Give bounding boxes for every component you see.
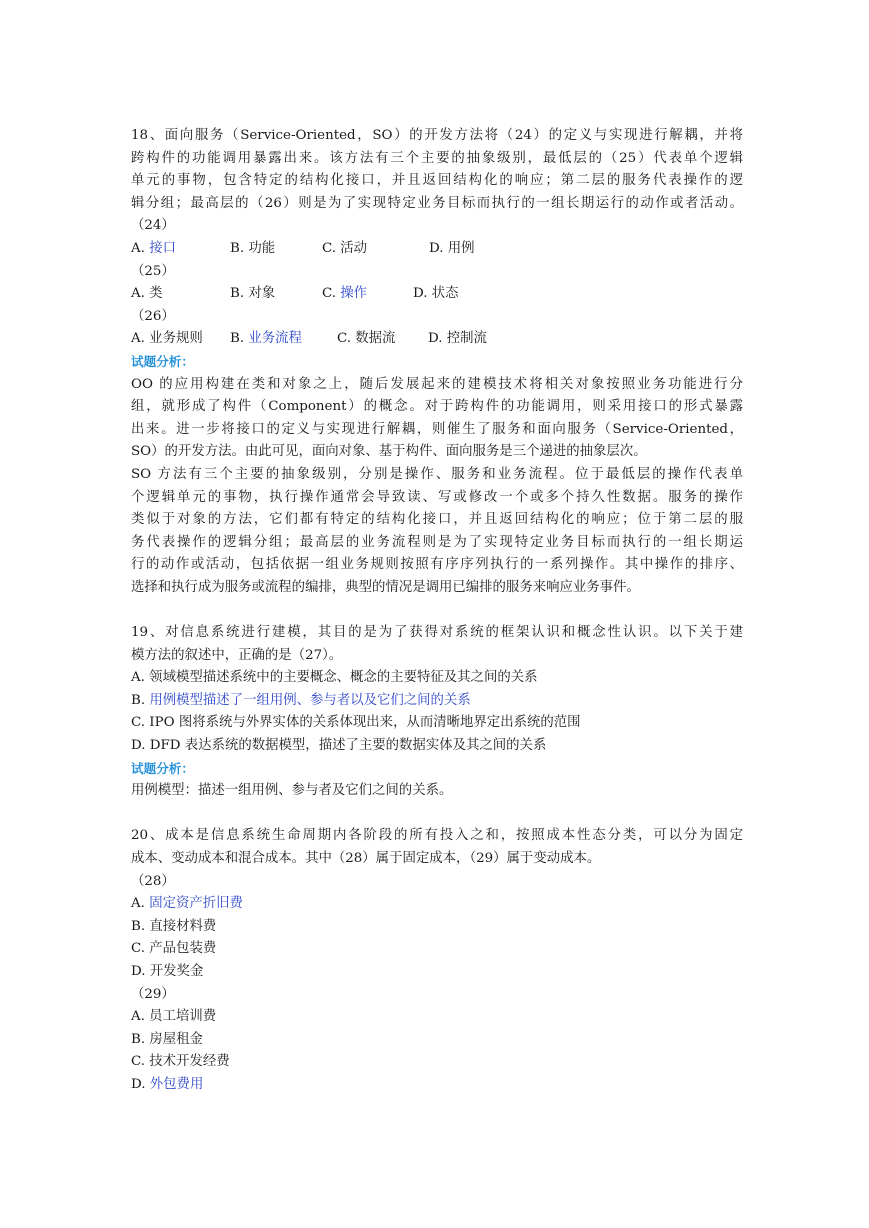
option-b: B. 对象 [230, 286, 276, 302]
analysis-line: 个逻辑单元的事物，执行操作通常会导致读、写或修改一个或多个持久性数据。服务的操作 [131, 489, 743, 505]
analysis-line: 组，就形成了构件（Component）的概念。对于跨构件的功能调用，则采用接口的形式暴露 [131, 399, 743, 415]
question-stem-line: 模方法的叙述中，正确的是（27）。 [131, 647, 343, 663]
option-a: A. 固定资产折旧费 [131, 896, 243, 912]
question-stem-line: 辑分组；最高层的（26）则是为了实现特定业务目标而执行的一组长期运行的动作或者活动。 [131, 195, 743, 211]
analysis-line: 务代表操作的逻辑分组；最高层的业务流程则是为了实现特定业务目标而执行的一组长期运 [131, 534, 743, 550]
analysis-line: 行的动作或活动，包括依据一组业务规则按照有序序列执行的一系列操作。其中操作的排序、 [131, 557, 743, 573]
option-b: B. 用例模型描述了一组用例、参与者以及它们之间的关系 [131, 692, 471, 708]
option-b: B. 房屋租金 [131, 1031, 203, 1047]
option-a: A. 接口 [131, 240, 176, 256]
blank-label-26: （26） [131, 308, 175, 324]
question-19 [131, 622, 743, 803]
options-24 [131, 238, 743, 261]
question-stem-line: 成本、变动成本和混合成本。其中（28）属于固定成本，（29）属于变动成本。 [131, 851, 601, 866]
question-stem-line: 18、面向服务（Service-Oriented，SO）的开发方法将（24）的定义与实现进行解耦，并将 [131, 128, 743, 143]
analysis-line: OO 的应用构建在类和对象之上，随后发展起来的建模技术将相关对象按照业务功能进行分 [131, 376, 743, 392]
answer-highlight: 用例模型描述了一组用例、参与者以及它们之间的关系 [149, 692, 471, 708]
blank-label-28: （28） [131, 873, 175, 889]
option-a: A. 员工培训费 [131, 1009, 217, 1025]
analysis-heading: 试题分析： [131, 760, 194, 776]
answer-highlight: 业务流程 [248, 331, 302, 347]
document-page [131, 125, 743, 1097]
option-a: A. 类 [131, 286, 163, 302]
option-c: C. 技术开发经费 [131, 1054, 230, 1070]
answer-highlight: 外包费用 [149, 1076, 204, 1092]
analysis-line: 出来。进一步将接口的定义与实现进行解耦，则催生了服务和面向服务（Service-Oriented， [131, 421, 743, 437]
question-stem-line: 单元的事物，包含特定的结构化接口，并且返回结构化的响应；第二层的服务代表操作的逻 [131, 173, 743, 189]
option-a: A. 领域模型描述系统中的主要概念、概念的主要特征及其之间的关系 [131, 670, 538, 686]
option-c: C. IPO 图将系统与外界实体的关系体现出来，从而清晰地界定出系统的范围 [131, 715, 581, 731]
analysis-line: SO 方法有三个主要的抽象级别，分别是操作、服务和业务流程。位于最低层的操作代表单 [131, 466, 743, 482]
option-c: C. 产品包装费 [131, 941, 217, 957]
spacer [131, 599, 743, 622]
analysis-line: SO）的开发方法。由此可见，面向对象、基于构件、面向服务是三个递进的抽象层次。 [131, 444, 647, 460]
option-b: B. 直接材料费 [131, 918, 217, 934]
blank-label-25: （25） [131, 263, 175, 279]
option-d: D. 用例 [429, 240, 475, 256]
option-c: C. 操作 [322, 286, 368, 302]
question-stem-line: 跨构件的功能调用暴露出来。该方法有三个主要的抽象级别，最低层的（25）代表单个逻辑 [131, 150, 743, 166]
option-b: B. 功能 [230, 240, 276, 256]
option-d: D. 外包费用 [131, 1076, 204, 1092]
option-a: A. 业务规则 [131, 331, 203, 347]
option-c: C. 数据流 [337, 331, 396, 347]
option-d: D. 状态 [413, 286, 459, 302]
spacer [131, 803, 743, 826]
answer-highlight: 操作 [340, 286, 368, 302]
analysis-line: 用例模型：描述一组用例、参与者及它们之间的关系。 [131, 783, 453, 799]
options-26 [131, 328, 743, 351]
blank-label-24: （24） [131, 218, 175, 234]
option-d: D. DFD 表达系统的数据模型，描述了主要的数据实体及其之间的关系 [131, 738, 547, 754]
option-d: D. 控制流 [428, 331, 487, 347]
answer-highlight: 固定资产折旧费 [149, 896, 243, 912]
option-d: D. 开发奖金 [131, 963, 204, 979]
answer-highlight: 接口 [149, 240, 176, 256]
option-b: B. 业务流程 [230, 331, 302, 347]
analysis-heading: 试题分析： [131, 353, 194, 369]
analysis-line: 选择和执行成为服务或流程的编排，典型的情况是调用已编排的服务来响应业务事件。 [131, 579, 640, 595]
question-20 [131, 825, 743, 1096]
options-25 [131, 283, 743, 306]
analysis-line: 类似于对象的方法，它们都有特定的结构化接口，并且返回结构化的响应；位于第二层的服 [131, 512, 743, 528]
option-c: C. 活动 [322, 240, 368, 256]
question-18 [131, 125, 743, 599]
question-stem-line: 20、成本是信息系统生命周期内各阶段的所有投入之和，按照成本性态分类，可以分为固定 [131, 828, 743, 844]
question-stem-line: 19、对信息系统进行建模，其目的是为了获得对系统的框架认识和概念性认识。以下关于建 [131, 625, 743, 641]
blank-label-29: （29） [131, 986, 175, 1002]
